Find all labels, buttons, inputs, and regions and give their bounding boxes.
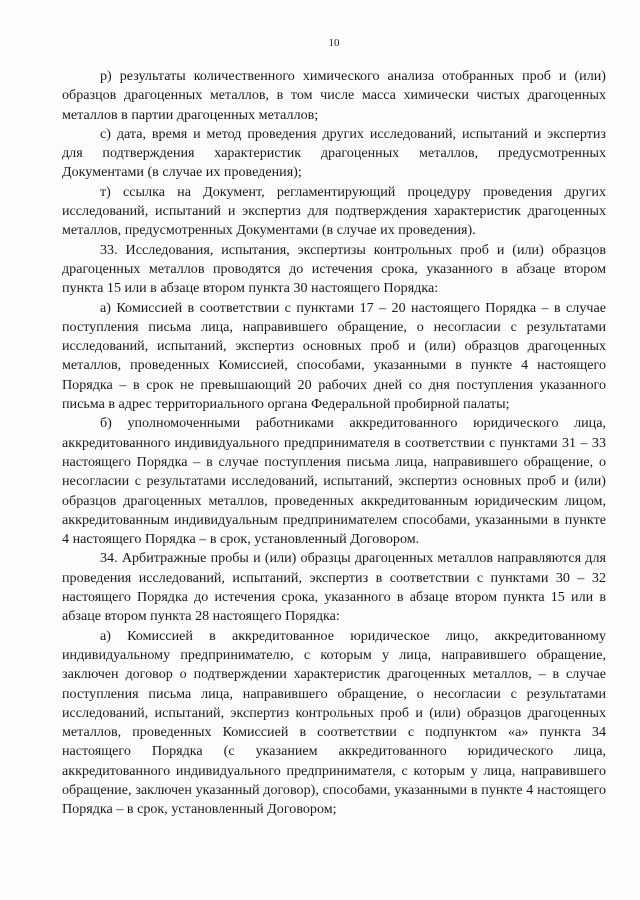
paragraph-item-t: т) ссылка на Документ, регламентирующий процедуру проведения других исследований, испытаний и экспертиз для подтверждения характеристик драгоценных металлов, предусмотренных Документами (в случае их проведения). — [62, 183, 606, 239]
page-number: 10 — [328, 37, 340, 49]
paragraph-clause-33: 33. Исследования, испытания, экспертизы контрольных проб и (или) образцов драгоценных металлов проводятся до истечения срока, указанного в абзаце втором пункта 15 или в абзаце втором пункта 30 настоящего Порядка: — [62, 241, 606, 297]
paragraph-clause-33-b: б) уполномоченными работниками аккредитованного юридического лица, аккредитованного индивидуального предпринимателя в соответствии с пунктами 31 – 33 настоящего Порядка – в случае поступления письма лица, направившего обращение, о несогласии с результатами исследований, испытаний, экспертиз основных проб и (или) образцов драгоценных металлов, проведенных аккредитованным юридическим лицом, аккредитованным индивидуальным предпринимателем способами, указанными в пункте 4 настоящего Порядка – в срок, установленный Договором. — [62, 415, 606, 548]
paragraph-item-s: с) дата, время и метод проведения других исследований, испытаний и экспертиз для подтверждения характеристик драгоценных металлов, предусмотренных Документами (в случае их проведения); — [62, 125, 606, 181]
document-body — [62, 67, 606, 820]
paragraph-item-r: р) результаты количественного химического анализа отобранных проб и (или) образцов драгоценных металлов, в том числе масса химически чистых драгоценных металлов в партии драгоценных металлов; — [62, 68, 606, 123]
paragraph-clause-33-a: а) Комиссией в соответствии с пунктами 17 – 20 настоящего Порядка – в случае поступления письма лица, направившего обращение, о несогласии с результатами исследований, испытаний, экспертиз основных проб и (или) образцов драгоценных металлов, проведенных Комиссией, способами, указанными в пункте 4 настоящего Порядка – в срок не превышающий 20 рабочих дней со дня поступления указанного письма в адрес территориального органа Федеральной пробирной палаты; — [62, 299, 606, 413]
paragraph-clause-34: 34. Арбитражные пробы и (или) образцы драгоценных металлов направляются для проведения исследований, испытаний, экспертиз в соответствии с пунктами 30 – 32 настоящего Порядка до истечения срока, указанного в абзаце втором пункта 15 или в абзаце втором пункта 28 настоящего Порядка: — [62, 550, 606, 625]
paragraph-clause-34-a: а) Комиссией в аккредитованное юридическое лицо, аккредитованному индивидуальному предпринимателю, с которым у лица, направившего обращение, заключен договор о подтверждении характеристик драгоценных металлов, – в случае поступления письма лица, направившего обращение, о несогласии с результатами исследований, испытаний, экспертиз контрольных проб и (или) образцов драгоценных металлов, проведенных Комиссией в соответствии с подпунктом «а» пункта 34 настоящего Порядка (с указанием аккредитованного юридического лица, аккредитованного индивидуального предпринимателя, с которым у лица, направившего обращение, заключен указанный договор), способами, указанными в пункте 4 настоящего Порядка – в срок, установленный Договором; — [62, 627, 606, 818]
